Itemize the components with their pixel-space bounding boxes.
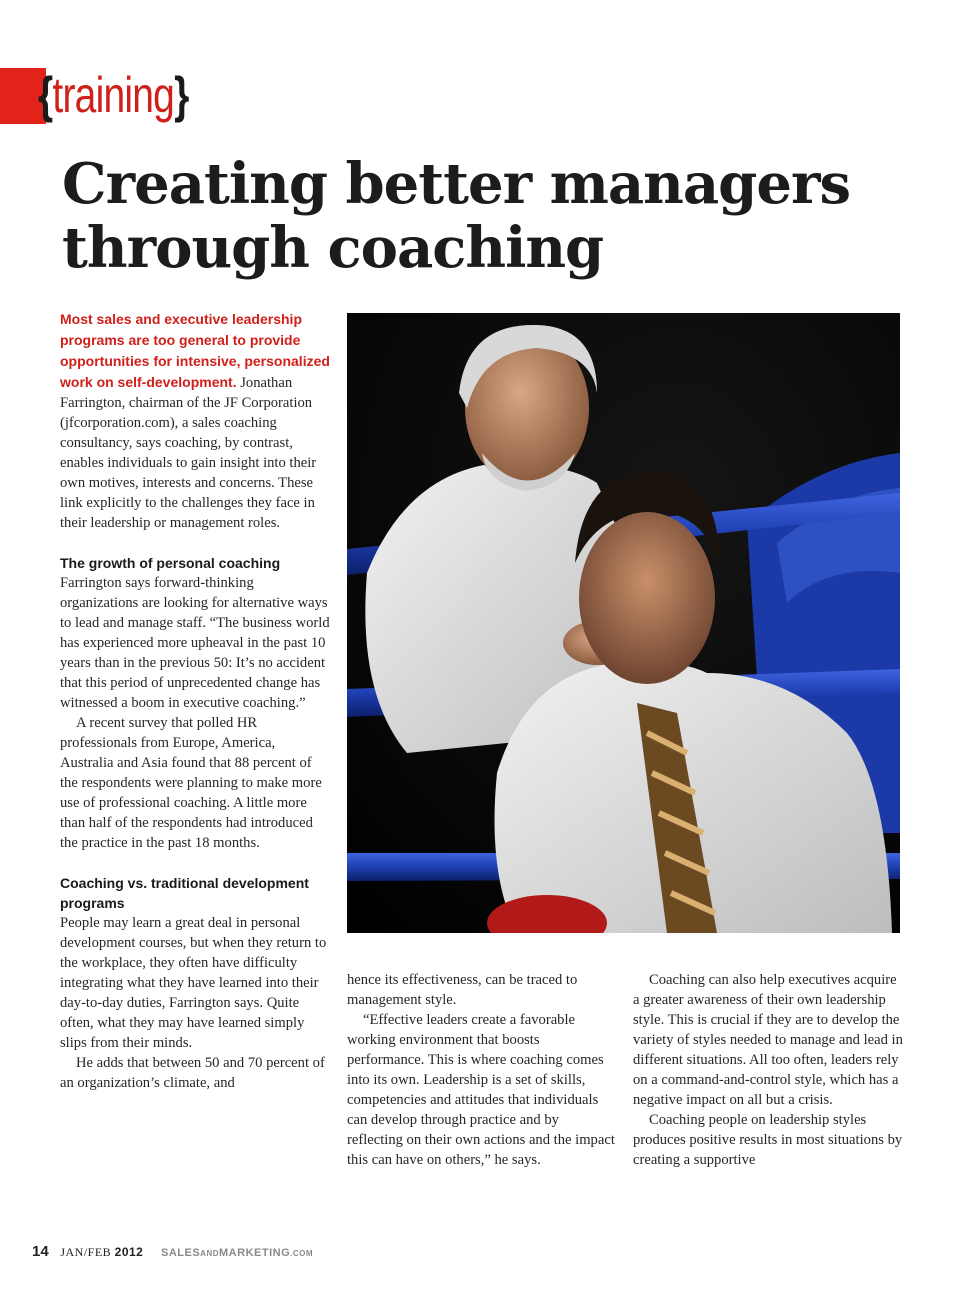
page-number: 14 <box>32 1243 49 1260</box>
subheading-growth: The growth of personal coaching <box>60 555 281 571</box>
intro-paragraph <box>60 309 330 533</box>
paragraph: Coaching can also help executives acquire a greater awareness of their own leadership style. This is crucial if they are to develop the variety of styles needed to manage and lead in different situations. All too often, leaders rely on a command-and-control style, which has a negative impact on all but a crisis. <box>633 972 903 1108</box>
paragraph: People may learn a great deal in personal development courses, but when they return to the workplace, they often have difficulty integrating what they have learned into their day-to-day duties, Farrington says. Quite often, what they may have learned simply slips from their minds. <box>60 915 327 1051</box>
article-headline: Creating better managers through coaching <box>62 151 850 281</box>
article-photo <box>347 313 900 933</box>
intro-lead: Most sales and executive leadership programs are too general to provide opportunities for intensive, personalized work on self-development. <box>60 311 330 390</box>
paragraph: “Effective leaders create a favorable working environment that boosts performance. This is where coaching comes into its own. Leadership is a set of skills, competencies and attitudes that individuals can develop through practice and by reflecting on their own actions and the impact this can have on others,” he says. <box>347 1012 615 1168</box>
paragraph: He adds that between 50 and 70 percent of an organization’s climate, and <box>60 1055 325 1091</box>
article-column-1 <box>60 309 330 1093</box>
page-footer <box>32 1243 313 1263</box>
article-column-2 <box>347 970 617 1170</box>
boxing-ring-coach-photo-icon <box>347 313 900 933</box>
subheading-coaching-vs-traditional: Coaching vs. traditional development programs <box>60 875 309 911</box>
paragraph: hence its effectiveness, can be traced to management style. <box>347 972 578 1008</box>
website-link: SALESANDMARKETING.COM <box>160 1247 314 1259</box>
paragraph: A recent survey that polled HR professionals from Europe, America, Australia and Asia found that 88 percent of the respondents were planning to make more use of professional coaching. A little more than half of the respondents had introduced the practice in the past 18 months. <box>60 715 322 851</box>
paragraph: Coaching people on leadership styles produces positive results in most situations by creating a supportive <box>633 1112 903 1168</box>
section-label: {training} <box>38 67 189 123</box>
section-label-word: training <box>52 67 175 123</box>
issue-date: JAN/FEB 2012 <box>60 1245 144 1259</box>
article-column-3 <box>633 970 905 1170</box>
paragraph: Farrington says forward-thinking organizations are looking for alternative ways to lead and manage staff. “The business world has experienced more upheaval in the past 10 years than in the previous 50: It’s no accident that this period of unprecedented change has witnessed a boom in executive coaching.” <box>60 575 330 711</box>
intro-body: Jonathan Farrington, chairman of the JF Corporation (jfcorporation.com), a sales coaching consultancy, says coaching, by contrast, enables individuals to gain insight into their own motives, interests and concerns. These link explicitly to the challenges they face in their leadership or management roles. <box>60 375 317 531</box>
